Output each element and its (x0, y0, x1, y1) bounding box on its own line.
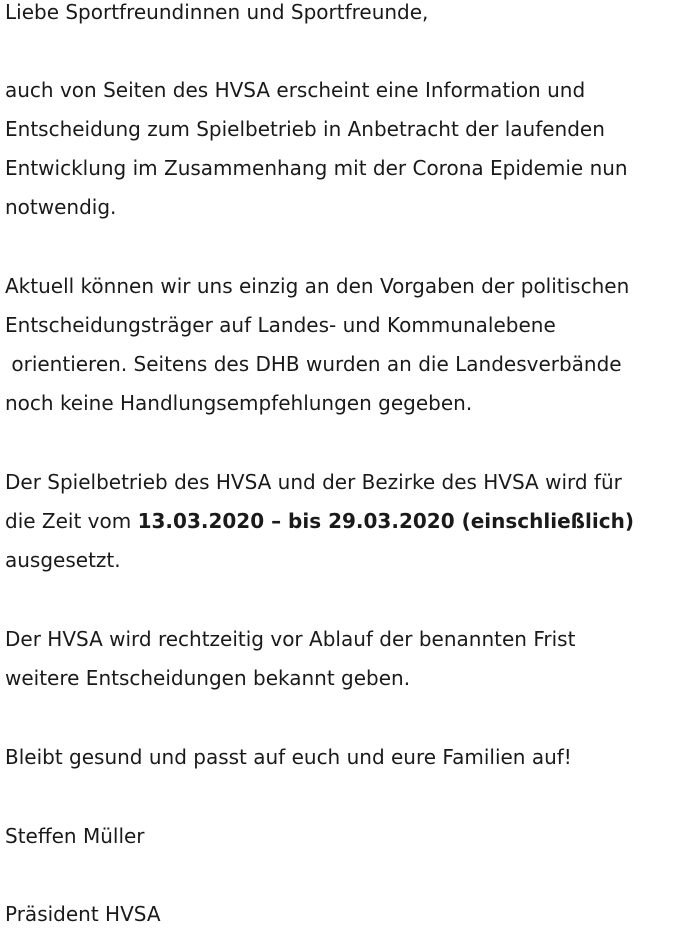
para3-line1: Der Spielbetrieb des HVSA und der Bezirke des HVSA wird für (5, 470, 622, 494)
para4-line1: Der HVSA wird rechtzeitig vor Ablauf der benannten Frist (5, 627, 576, 651)
para1-line3: Entwicklung im Zusammenhang mit der Corona Epidemie nun (5, 156, 628, 180)
suspension-period: 13.03.2020 – bis 29.03.2020 (einschließlich) (137, 509, 634, 533)
para1-line2: Entscheidung zum Spielbetrieb in Anbetracht der laufenden (5, 117, 605, 141)
para3-line3: ausgesetzt. (5, 548, 121, 572)
greeting: Liebe Sportfreundinnen und Sportfreunde, (5, 0, 429, 24)
para2-line2: Entscheidungsträger auf Landes- und Kommunalebene (5, 313, 556, 337)
para1-line1: auch von Seiten des HVSA erscheint eine Information und (5, 78, 586, 102)
para2-line3: orientieren. Seitens des DHB wurden an die Landesverbände (5, 352, 622, 376)
closing-line: Bleibt gesund und passt auf euch und eure Familien auf! (5, 745, 572, 769)
para1-line4: notwendig. (5, 195, 117, 219)
para4-line2: weitere Entscheidungen bekannt geben. (5, 666, 411, 690)
para2-line4: noch keine Handlungsempfehlungen gegeben. (5, 391, 473, 415)
signature-name: Steffen Müller (5, 824, 145, 848)
para3-line2 (5, 502, 634, 541)
para3-line2-prefix: die Zeit vom (5, 509, 138, 533)
signature-title: Präsident HVSA (5, 902, 161, 926)
para2-line1: Aktuell können wir uns einzig an den Vorgaben der politischen (5, 274, 630, 298)
